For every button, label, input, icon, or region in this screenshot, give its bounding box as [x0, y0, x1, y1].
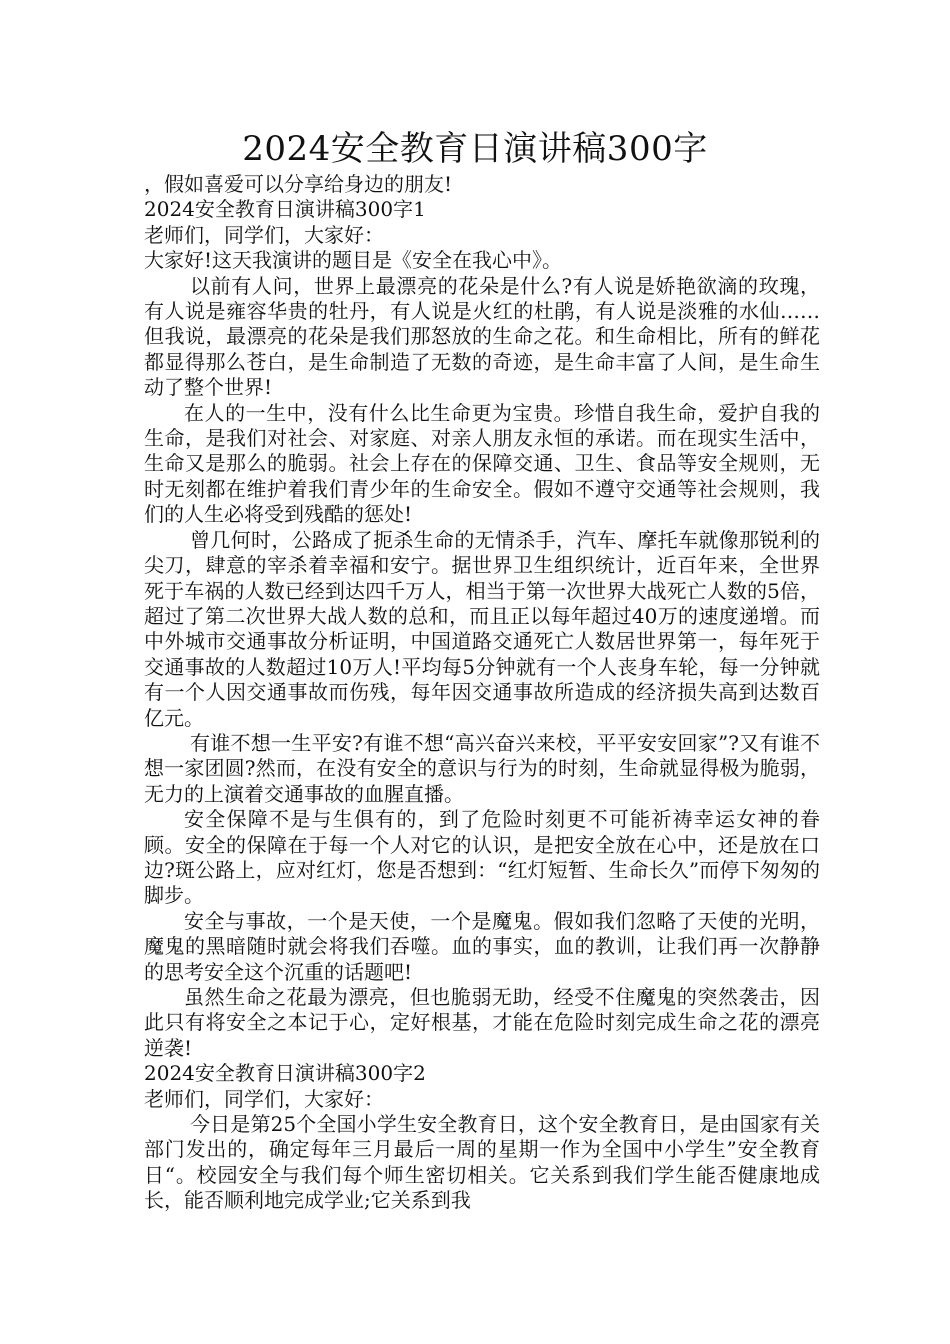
- document-body: [144, 172, 820, 1214]
- paragraph: 老师们，同学们，大家好：: [144, 222, 384, 247]
- paragraph: 安全保障不是与生俱有的，到了危险时刻更不可能祈祷幸运女神的眷顾。安全的保障在于每一个人对它的认识，是把安全放在心中，还是放在口边?斑公路上，应对红灯，您是否想到：“红灯短暂、生命长久”而停下匆匆的脚步。: [144, 807, 820, 908]
- paragraph: 安全与事故，一个是天使，一个是魔鬼。假如我们忽略了天使的光明，魔鬼的黑暗随时就会将我们吞噬。血的事实，血的教训，让我们再一次静静的思考安全这个沉重的话题吧!: [144, 908, 820, 984]
- paragraph: ，假如喜爱可以分享给身边的朋友!: [144, 172, 453, 196]
- paragraph: 虽然生命之花最为漂亮，但也脆弱无助，经受不住魔鬼的突然袭击，因此只有将安全之本记于心，定好根基，才能在危险时刻完成生命之花的漂亮逆袭!: [144, 985, 820, 1060]
- paragraph: 以前有人问，世界上最漂亮的花朵是什么?有人说是娇艳欲滴的玫瑰，有人说是雍容华贵的牡丹，有人说是火红的杜鹃，有人说是淡雅的水仙……但我说，最漂亮的花朵是我们那怒放的生命之花。和生命相比，所有的鲜花都显得那么苍白，是生命制造了无数的奇迹，是生命丰富了人间，是生命生动了整个世界!: [144, 273, 820, 400]
- paragraph: 曾几何时，公路成了扼杀生命的无情杀手，汽车、摩托车就像那锐利的尖刀，肆意的宰杀着幸福和安宁。据世界卫生组织统计，近百年来，全世界死于车祸的人数已经到达四千万人，相当于第一次世界大战死亡人数的5倍，超过了第二次世界大战人数的总和，而且正以每年超过40万的速度递增。而中外城市交通事故分析证明，中国道路交通死亡人数居世界第一，每年死于交通事故的人数超过10万人!平均每5分钟就有一个人丧身车轮，每一分钟就有一个人因交通事故而伤残，每年因交通事故所造成的经济损失高到达数百亿元。: [144, 527, 820, 730]
- paragraph: 有谁不想一生平安?有谁不想“高兴奋兴来校，平平安安回家”?又有谁不想一家团圆?然而，在没有安全的意识与行为的时刻，生命就显得极为脆弱，无力的上演着交通事故的血腥直播。: [144, 730, 820, 806]
- paragraph: 大家好!这天我演讲的题目是《安全在我心中》。: [144, 248, 563, 273]
- paragraph: 今日是第25个全国小学生安全教育日，这个安全教育日，是由国家有关部门发出的，确定每年三月最后一周的星期一作为全国中小学生”安全教育日“。校园安全与我们每个师生密切相关。它关系到我们学生能否健康地成长，能否顺利地完成学业;它关系到我: [144, 1112, 820, 1213]
- paragraph: 老师们，同学们，大家好：: [144, 1086, 384, 1111]
- document-title: 2024安全教育日演讲稿300字: [242, 129, 708, 169]
- section-heading: 2024安全教育日演讲稿300字1: [144, 197, 426, 222]
- section-heading: 2024安全教育日演讲稿300字2: [144, 1061, 426, 1086]
- paragraph: 在人的一生中，没有什么比生命更为宝贵。珍惜自我生命，爱护自我的生命，是我们对社会、对家庭、对亲人朋友永恒的承诺。而在现实生活中，生命又是那么的脆弱。社会上存在的保障交通、卫生、食品等安全规则，无时无刻都在维护着我们青少年的生命安全。假如不遵守交通等社会规则，我们的人生必将受到残酷的惩处!: [144, 400, 820, 527]
